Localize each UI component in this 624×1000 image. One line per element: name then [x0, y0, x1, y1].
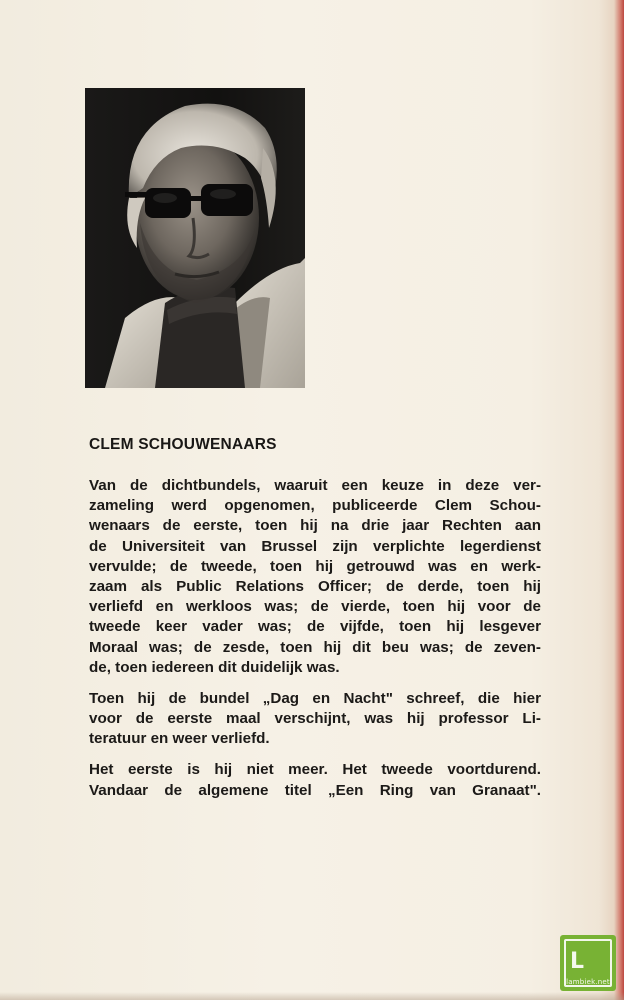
text-line: Toen hij de bundel „Dag en Nacht" schreef, die hier [89, 689, 541, 707]
text-line: zameling werd opgenomen, publiceerde Clem Schou- [89, 497, 541, 515]
author-photo [85, 88, 305, 388]
watermark-badge [560, 935, 616, 991]
watermark-text: lambiek.net [566, 978, 610, 986]
cover-bottom-edge [0, 992, 624, 1000]
text-line: voor de eerste maal verschijnt, was hij professor Li- [89, 710, 541, 728]
lambiek-logo-icon: L [570, 949, 585, 974]
text-line: vervulde; de tweede, toen hij getrouwd was en werk- [89, 557, 541, 575]
author-name: CLEM SCHOUWENAARS [89, 436, 277, 453]
text-line: de Universiteit van Brussel zijn verplichte legerdienst [89, 537, 541, 555]
cover-edge [614, 0, 624, 1000]
text-line: tweede keer vader was; de vijfde, toen hij lesgever [89, 618, 541, 636]
text-line: Het eerste is hij niet meer. Het tweede voortdurend. [89, 761, 541, 779]
paragraph-1 [89, 476, 541, 678]
text-line: zaam als Public Relations Officer; de derde, toen hij [89, 577, 541, 595]
paragraph-3 [89, 760, 541, 800]
text-line: Vandaar de algemene titel „Een Ring van Granaat". [89, 781, 541, 799]
text-line: verliefd en werkloos was; de vierde, toen hij voor de [89, 598, 541, 616]
text-line: de, toen iedereen dit duidelijk was. [89, 658, 340, 676]
text-line: teratuur en weer verliefd. [89, 730, 270, 748]
text-line: Van de dichtbundels, waaruit een keuze in deze ver- [89, 477, 541, 494]
text-line: Moraal was; de zesde, toen hij dit beu was; de zeven- [89, 638, 541, 656]
biography-text [89, 476, 541, 812]
paragraph-2 [89, 689, 541, 750]
text-line: wenaars de eerste, toen hij na drie jaar Rechten aan [89, 517, 541, 535]
